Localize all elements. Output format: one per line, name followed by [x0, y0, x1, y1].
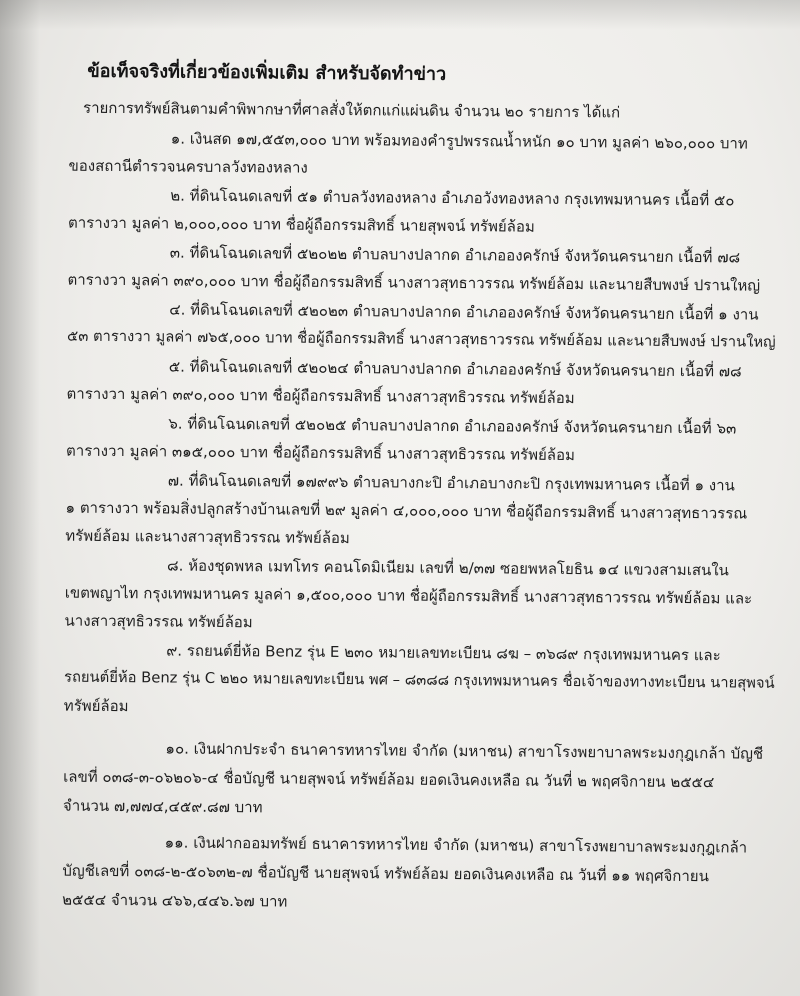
item-10-line-1: ๑๐. เงินฝากประจำ ธนาคารทหารไทย จำกัด (มหาชน) สาขาโรงพยาบาลพระมงกุฎเกล้า บัญชี: [165, 739, 764, 763]
item-6-line-1: ๖. ที่ดินโฉนดเลขที่ ๕๒๐๒๕ ตำบลบางปลากด อำเภอองครักษ์ จังหวัดนครนายก เนื้อที่ ๖๓: [168, 414, 737, 438]
document-intro: รายการทรัพย์สินตามคำพิพากษาที่ศาลสั่งให้ตกแก่แผ่นดิน จำนวน ๒๐ รายการ ได้แก่: [82, 98, 621, 122]
item-8-line-2: เขตพญาไท กรุงเทพมหานคร มูลค่า ๑,๕๐๐,๐๐๐ บาท ชื่อผู้ถือกรรมสิทธิ์ นางสาวสุทธาวรรณ ทรัพย์ล้อม และ: [64, 583, 753, 608]
item-10-line-3: จำนวน ๗,๗๗๔,๔๕๙.๘๗ บาท: [62, 796, 263, 817]
item-1-line-2: ของสถานีตำรวจนครบาลวังทองหลาง: [68, 156, 308, 177]
item-3-line-1: ๓. ที่ดินโฉนดเลขที่ ๕๒๐๒๒ ตำบลบางปลากด อำเภอองครักษ์ จังหวัดนครนายก เนื้อที่ ๗๘: [169, 243, 741, 267]
item-2-line-1: ๒. ที่ดินโฉนดเลขที่ ๕๑ ตำบลวังทองหลาง อำเภอวังทองหลาง กรุงเทพมหานคร เนื้อที่ ๕๐: [170, 186, 735, 210]
item-6-line-2: ตารางวา มูลค่า ๓๑๕,๐๐๐ บาท ชื่อผู้ถือกรรมสิทธิ์ นางสาวสุทธิวรรณ ทรัพย์ล้อม: [65, 441, 576, 465]
item-9-line-3: ทรัพย์ล้อม: [63, 696, 129, 716]
item-4-line-2: ๕๓ ตารางวา มูลค่า ๗๖๕,๐๐๐ บาท ชื่อผู้ถือกรรมสิทธิ์ นางสาวสุทธาวรรณ ทรัพย์ล้อม และนายสืบพงษ์ ปรานใหญ่: [66, 327, 776, 351]
item-8-line-1: ๘. ห้องชุดพหล เมทโทร คอนโดมิเนียม เลขที่ ๒/๓๗ ซอยพหลโยธิน ๑๔ แขวงสามเสนใน: [166, 556, 729, 580]
item-9-line-2: รถยนต์ยี่ห้อ Benz รุ่น C ๒๒๐ หมายเลขทะเบียน พศ – ๘๓๘๘ กรุงเทพมหานคร ชื่อเจ้าของทางทะเบียน นายสุพจน์: [64, 668, 775, 692]
item-11-line-1: ๑๑. เงินฝากออมทรัพย์ ธนาคารทหารไทย จำกัด (มหาชน) สาขาโรงพยาบาลพระมงกุฎเกล้า: [164, 833, 748, 857]
item-7-line-3: ทรัพย์ล้อม และนางสาวสุทธิวรรณ ทรัพย์ล้อม: [65, 526, 350, 548]
item-11-line-2: บัญชีเลขที่ ๐๓๘-๒-๕๐๖๓๒-๗ ชื่อบัญชี นายสุพจน์ ทรัพย์ล้อม ยอดเงินคงเหลือ ณ วันที่ ๑๑ พฤศจิกายน: [62, 861, 709, 886]
item-5-line-2: ตารางวา มูลค่า ๓๙๐,๐๐๐ บาท ชื่อผู้ถือกรรมสิทธิ์ นางสาวสุทธิวรรณ ทรัพย์ล้อม: [66, 384, 575, 408]
item-7-line-2: ๑ ตารางวา พร้อมสิ่งปลูกสร้างบ้านเลขที่ ๒๙ มูลค่า ๔,๐๐๐,๐๐๐ บาท ชื่อผู้ถือกรรมสิทธิ์ นางสาวสุทธาวรรณ: [65, 498, 748, 523]
item-3-line-2: ตารางวา มูลค่า ๓๙๐,๐๐๐ บาท ชื่อผู้ถือกรรมสิทธิ์ นางสาวสุทธาวรรณ ทรัพย์ล้อม และนายสืบพงษ์ ปรานใหญ่: [67, 270, 761, 295]
item-10-line-2: เลขที่ ๐๓๘-๓-๐๖๒๐๖-๔ ชื่อบัญชี นายสุพจน์ ทรัพย์ล้อม ยอดเงินคงเหลือ ณ วันที่ ๒ พฤศจิกายน ๒๕๕๔: [63, 767, 715, 792]
item-7-line-1: ๗. ที่ดินโฉนดเลขที่ ๑๗๙๙๖ ตำบลบางกะปิ อำเภอบางกะปิ กรุงเทพมหานคร เนื้อที่ ๑ งาน: [167, 471, 735, 495]
item-8-line-3: นางสาวสุทธิวรรณ ทรัพย์ล้อม: [64, 611, 253, 632]
item-4-line-1: ๔. ที่ดินโฉนดเลขที่ ๕๒๐๒๓ ตำบลบางปลากด อำเภอองครักษ์ จังหวัดนครนายก เนื้อที่ ๑ งาน: [169, 300, 759, 324]
item-1-line-1: ๑. เงินสด ๑๗,๕๕๓,๐๐๐ บาท พร้อมทองคำรูปพรรณน้ำหนัก ๑๐ บาท มูลค่า ๒๖๐,๐๐๐ บาท: [170, 129, 748, 153]
item-2-line-2: ตารางวา มูลค่า ๒,๐๐๐,๐๐๐ บาท ชื่อผู้ถือกรรมสิทธิ์ นายสุพจน์ ทรัพย์ล้อม: [67, 213, 535, 236]
item-9-line-1: ๙. รถยนต์ยี่ห้อ Benz รุ่น E ๒๓๐ หมายเลขทะเบียน ๘ฆ – ๓๖๘๙ กรุงเทพมหานคร และ: [166, 641, 721, 665]
document-heading: ข้อเท็จจริงที่เกี่ยวข้องเพิ่มเติม สำหรับจัดทำข่าว: [87, 60, 447, 85]
item-5-line-1: ๕. ที่ดินโฉนดเลขที่ ๕๒๐๒๔ ตำบลบางปลากด อำเภอองครักษ์ จังหวัดนครนายก เนื้อที่ ๗๘: [168, 357, 742, 381]
item-11-line-3: ๒๕๕๔ จำนวน ๔๖๖,๔๔๖.๖๗ บาท: [62, 890, 288, 911]
